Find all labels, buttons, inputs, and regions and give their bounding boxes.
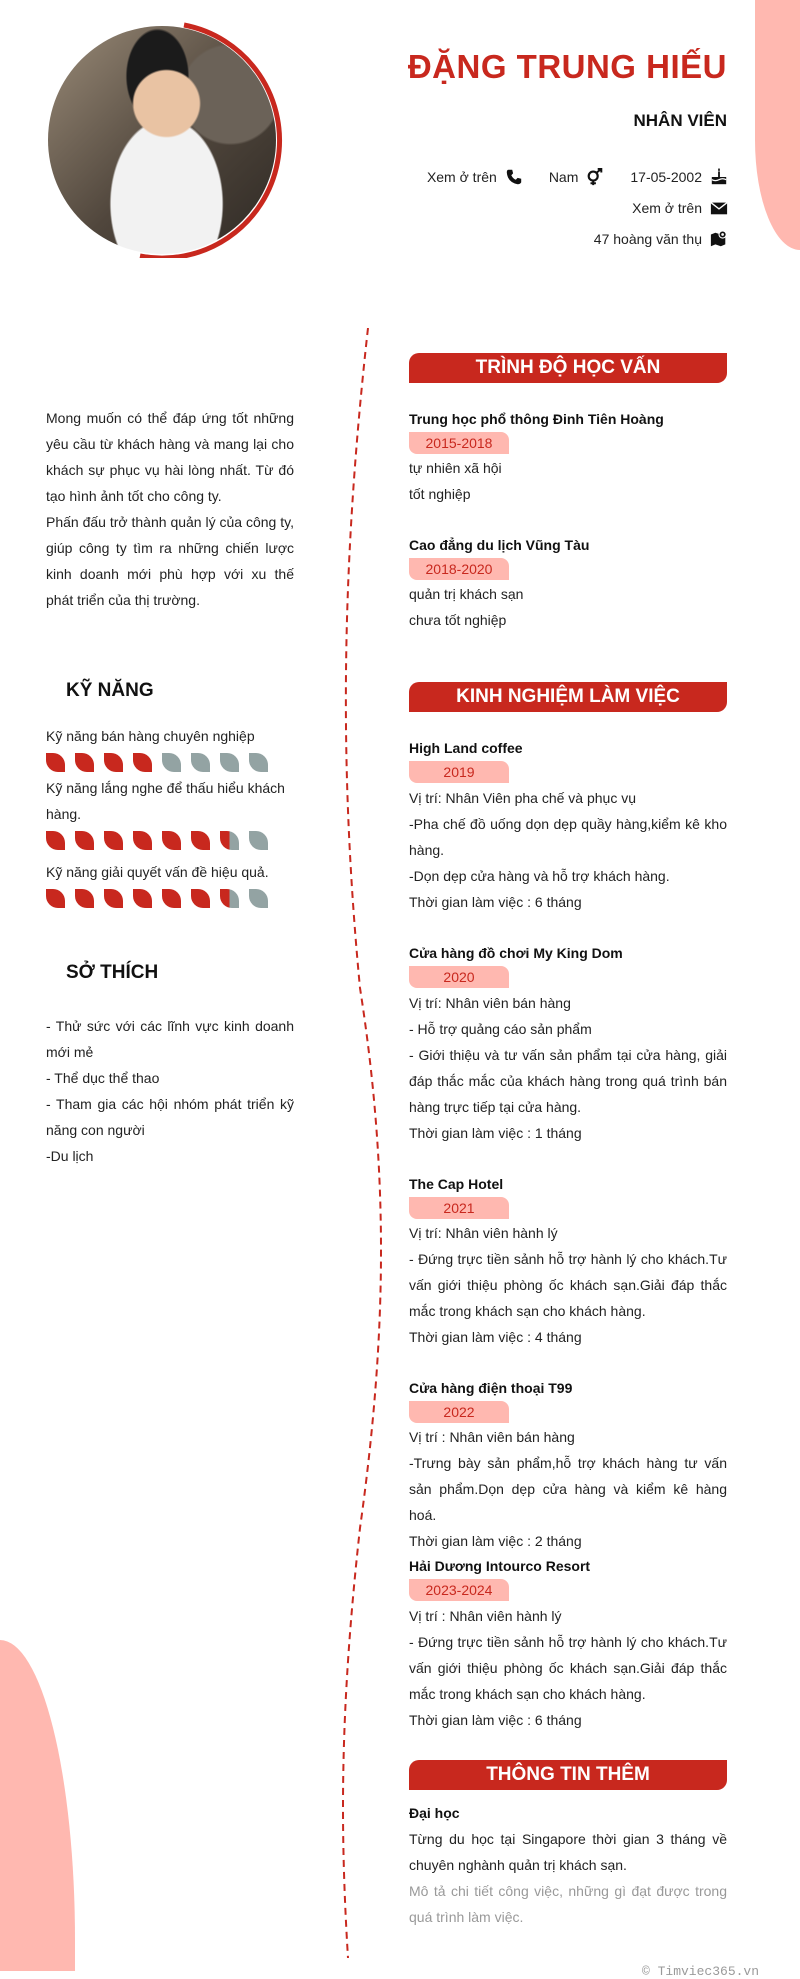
rating-leaf-icon bbox=[162, 889, 181, 908]
job-description: Vị trí : Nhân viên bán hàng -Trưng bày sản phẩm,hỗ trợ khách hàng tư vấn sản phẩm.Dọn dẹp cửa hàng và kiểm kê hàng hoá. Thời gian làm việc : 2 tháng bbox=[409, 1429, 727, 1549]
education-detail: chưa tốt nghiệp bbox=[409, 612, 507, 628]
rating-leaf-icon bbox=[162, 831, 181, 850]
gender-value: Nam bbox=[548, 169, 579, 185]
rating-leaf-icon bbox=[249, 831, 268, 850]
hobbies-text: - Thử sức với các lĩnh vực kinh doanh mới mẻ - Thể dục thể thao - Tham gia các hội nhóm phát triển kỹ năng con người -Du lịch bbox=[46, 1018, 294, 1164]
company-name: Hải Dương Intourco Resort bbox=[409, 1558, 591, 1574]
rating-leaf-icon bbox=[75, 753, 94, 772]
education-detail: tự nhiên xã hội bbox=[409, 460, 502, 476]
job-description: Vị trí: Nhân Viên pha chế và phục vụ -Pha chế đồ uống dọn dẹp quầy hàng,kiểm kê kho hàng. -Dọn dẹp cửa hàng và hỗ trợ khách hàng. Thời gian làm việc : 6 tháng bbox=[409, 790, 727, 910]
skill-rating bbox=[46, 753, 268, 772]
additional-info-subtitle: Đại học bbox=[409, 1805, 460, 1821]
job-description: Vị trí: Nhân viên hành lý - Đứng trực tiền sảnh hỗ trợ hành lý cho khách.Tư vấn giới thiệu phòng ốc khách sạn.Giải đáp thắc mắc trong khách sạn cho khách hàng. Thời gian làm việc : 4 tháng bbox=[409, 1225, 727, 1345]
rating-leaf-icon bbox=[249, 889, 268, 908]
school-name: Trung học phổ thông Đinh Tiên Hoàng bbox=[409, 411, 664, 427]
rating-leaf-icon bbox=[133, 889, 152, 908]
rating-leaf-icon bbox=[104, 831, 123, 850]
year-badge: 2015-2018 bbox=[409, 432, 509, 454]
skill-rating bbox=[46, 831, 268, 850]
rating-leaf-icon bbox=[220, 831, 239, 850]
career-objective: Mong muốn có thể đáp ứng tốt những yêu cầu từ khách hàng và mang lại cho khách sự phục vụ hài lòng nhất. Từ đó tạo hình ảnh tốt cho công ty. Phấn đấu trở thành quản lý của công ty, giúp công ty tìm ra những chiến lược kinh doanh mới phù hợp với xu thế phát triển của thị trường. bbox=[46, 410, 294, 608]
phone-icon bbox=[505, 168, 523, 186]
company-name: Cửa hàng điện thoại T99 bbox=[409, 1380, 573, 1396]
rating-leaf-icon bbox=[162, 753, 181, 772]
rating-leaf-icon bbox=[46, 831, 65, 850]
address-value: 47 hoàng văn thụ bbox=[593, 231, 702, 247]
rating-leaf-icon bbox=[46, 889, 65, 908]
rating-leaf-icon bbox=[133, 831, 152, 850]
additional-info-section-header: THÔNG TIN THÊM bbox=[409, 1760, 727, 1790]
job-description: Vị trí: Nhân viên bán hàng - Hỗ trợ quảng cáo sản phẩm - Giới thiệu và tư vấn sản phẩm tại cửa hàng, giải đáp thắc mắc của khách hàng trong quá trình bán hàng trực tiếp tại cửa hàng. Thời gian làm việc : 1 tháng bbox=[409, 995, 727, 1141]
year-badge: 2019 bbox=[409, 761, 509, 783]
phone-value: Xem ở trên bbox=[426, 169, 497, 185]
rating-leaf-icon bbox=[75, 889, 94, 908]
job-description: Vị trí : Nhân viên hành lý - Đứng trực tiền sảnh hỗ trợ hành lý cho khách.Tư vấn giới thiệu phòng ốc khách sạn.Giải đáp thắc mắc trong khách sạn cho khách hàng. Thời gian làm việc : 6 tháng bbox=[409, 1608, 727, 1728]
rating-leaf-icon bbox=[249, 753, 268, 772]
rating-leaf-icon bbox=[46, 753, 65, 772]
birthday-value: 17-05-2002 bbox=[630, 169, 702, 185]
rating-leaf-icon bbox=[104, 889, 123, 908]
year-badge: 2023-2024 bbox=[409, 1579, 509, 1601]
rating-leaf-icon bbox=[75, 831, 94, 850]
skill-label: Kỹ năng bán hàng chuyên nghiệp bbox=[46, 728, 255, 744]
candidate-name: ĐẶNG TRUNG HIẾU bbox=[407, 48, 727, 85]
rating-leaf-icon bbox=[220, 753, 239, 772]
gender-icon bbox=[586, 168, 604, 186]
rating-leaf-icon bbox=[104, 753, 123, 772]
year-badge: 2020 bbox=[409, 966, 509, 988]
skills-title: KỸ NĂNG bbox=[66, 680, 154, 701]
birthday-cake-icon bbox=[710, 168, 728, 186]
decorative-shape-top-right bbox=[755, 0, 800, 250]
rating-leaf-icon bbox=[133, 753, 152, 772]
year-badge: 2022 bbox=[409, 1401, 509, 1423]
company-name: High Land coffee bbox=[409, 740, 523, 756]
education-section-header: TRÌNH ĐỘ HỌC VẤN bbox=[409, 353, 727, 383]
additional-info-placeholder: Mô tả chi tiết công việc, những gì đạt được trong quá trình làm việc. bbox=[409, 1883, 727, 1925]
school-name: Cao đẳng du lịch Vũng Tàu bbox=[409, 537, 590, 553]
map-icon bbox=[710, 230, 728, 248]
hobbies-title: SỞ THÍCH bbox=[66, 962, 159, 983]
year-badge: 2018-2020 bbox=[409, 558, 509, 580]
avatar bbox=[44, 22, 286, 258]
rating-leaf-icon bbox=[220, 889, 239, 908]
decorative-shape-bottom-left bbox=[0, 1640, 75, 1971]
skill-label: Kỹ năng lắng nghe để thấu hiểu khách hàng. bbox=[46, 780, 285, 822]
watermark: © Timviec365.vn bbox=[642, 1964, 760, 1979]
education-detail: tốt nghiệp bbox=[409, 486, 471, 502]
email-value: Xem ở trên bbox=[632, 200, 702, 216]
profile-photo bbox=[48, 26, 276, 254]
company-name: Cửa hàng đồ chơi My King Dom bbox=[409, 945, 623, 961]
rating-leaf-icon bbox=[191, 753, 210, 772]
company-name: The Cap Hotel bbox=[409, 1176, 504, 1192]
rating-leaf-icon bbox=[191, 831, 210, 850]
year-badge: 2021 bbox=[409, 1197, 509, 1219]
education-detail: quản trị khách sạn bbox=[409, 586, 524, 602]
timeline-wave-divider bbox=[340, 328, 390, 1958]
skill-rating bbox=[46, 889, 268, 908]
additional-info-text: Từng du học tại Singapore thời gian 3 tháng về chuyên nghành quản trị khách sạn. bbox=[409, 1831, 727, 1873]
rating-leaf-icon bbox=[191, 889, 210, 908]
job-title: NHÂN VIÊN bbox=[633, 111, 727, 130]
contact-row-3 bbox=[594, 230, 728, 248]
skill-label: Kỹ năng giải quyết vấn đề hiệu quả. bbox=[46, 864, 269, 880]
contact-row-2 bbox=[632, 199, 728, 217]
email-icon bbox=[710, 199, 728, 217]
experience-section-header: KINH NGHIỆM LÀM VIỆC bbox=[409, 682, 727, 712]
contact-row-1 bbox=[427, 168, 728, 186]
